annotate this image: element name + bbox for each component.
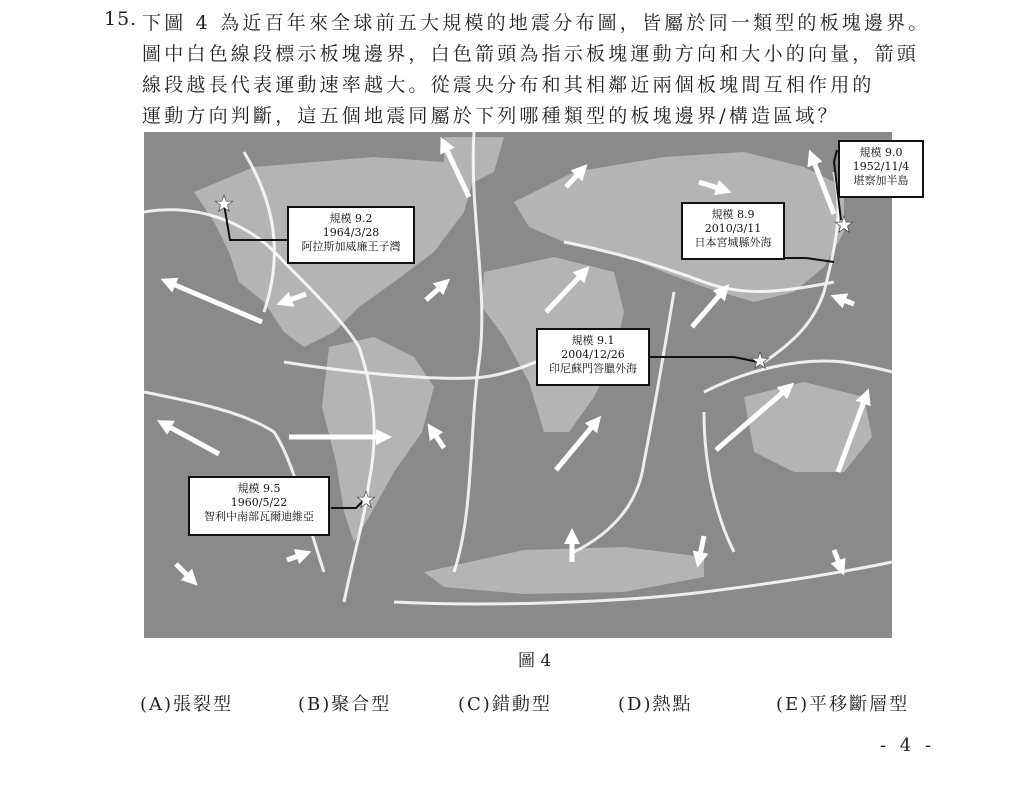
option-e[interactable]: (E)平移斷層型 — [776, 694, 910, 715]
label-kamchatka-magnitude: 規模 9.0 — [859, 146, 903, 159]
question-number: 15. — [104, 8, 138, 30]
label-sumatra-place: 印尼蘇門答臘外海 — [549, 362, 637, 375]
question-line-2: 圖中白色線段標示板塊邊界，白色箭頭為指示板塊運動方向和大小的向量，箭頭 — [142, 43, 920, 65]
option-c[interactable]: (C)錯動型 — [458, 694, 552, 715]
question-line-3: 線段越長代表運動速率越大。從震央分布和其相鄰近兩個板塊間互相作用的 — [142, 74, 875, 96]
page-number: - 4 - — [880, 735, 936, 756]
label-alaska-place: 阿拉斯加威廉王子灣 — [301, 240, 401, 253]
label-japan — [681, 202, 785, 260]
label-sumatra-date: 2004/12/26 — [561, 348, 625, 361]
label-chile-place: 智利中南部瓦爾迪維亞 — [204, 510, 314, 523]
question-line-1: 下圖 4 為近百年來全球前五大規模的地震分布圖，皆屬於同一類型的板塊邊界。 — [142, 12, 931, 34]
option-b[interactable]: (B)聚合型 — [298, 694, 392, 715]
option-a[interactable]: (A)張裂型 — [140, 694, 234, 715]
label-sumatra-magnitude: 規模 9.1 — [571, 334, 615, 347]
label-kamchatka-date: 1952/11/4 — [852, 160, 910, 173]
label-sumatra — [536, 328, 650, 386]
label-japan-magnitude: 規模 8.9 — [711, 208, 755, 221]
option-d[interactable]: (D)熱點 — [618, 694, 693, 715]
earthquake-plate-map — [144, 132, 910, 638]
label-kamchatka-place: 堪察加半島 — [853, 174, 909, 187]
label-alaska-date: 1964/3/28 — [322, 226, 380, 239]
label-japan-place: 日本宮城縣外海 — [694, 236, 772, 249]
label-chile — [188, 476, 330, 536]
figure-caption: 圖 4 — [518, 651, 552, 671]
label-alaska-magnitude: 規模 9.2 — [329, 212, 373, 225]
label-chile-magnitude: 規模 9.5 — [237, 482, 281, 495]
label-alaska — [287, 206, 415, 264]
label-chile-date: 1960/5/22 — [230, 496, 288, 509]
label-japan-date: 2010/3/11 — [704, 222, 762, 235]
label-kamchatka — [838, 140, 924, 198]
question-line-4: 運動方向判斷，這五個地震同屬於下列哪種類型的板塊邊界/構造區域？ — [142, 105, 840, 127]
